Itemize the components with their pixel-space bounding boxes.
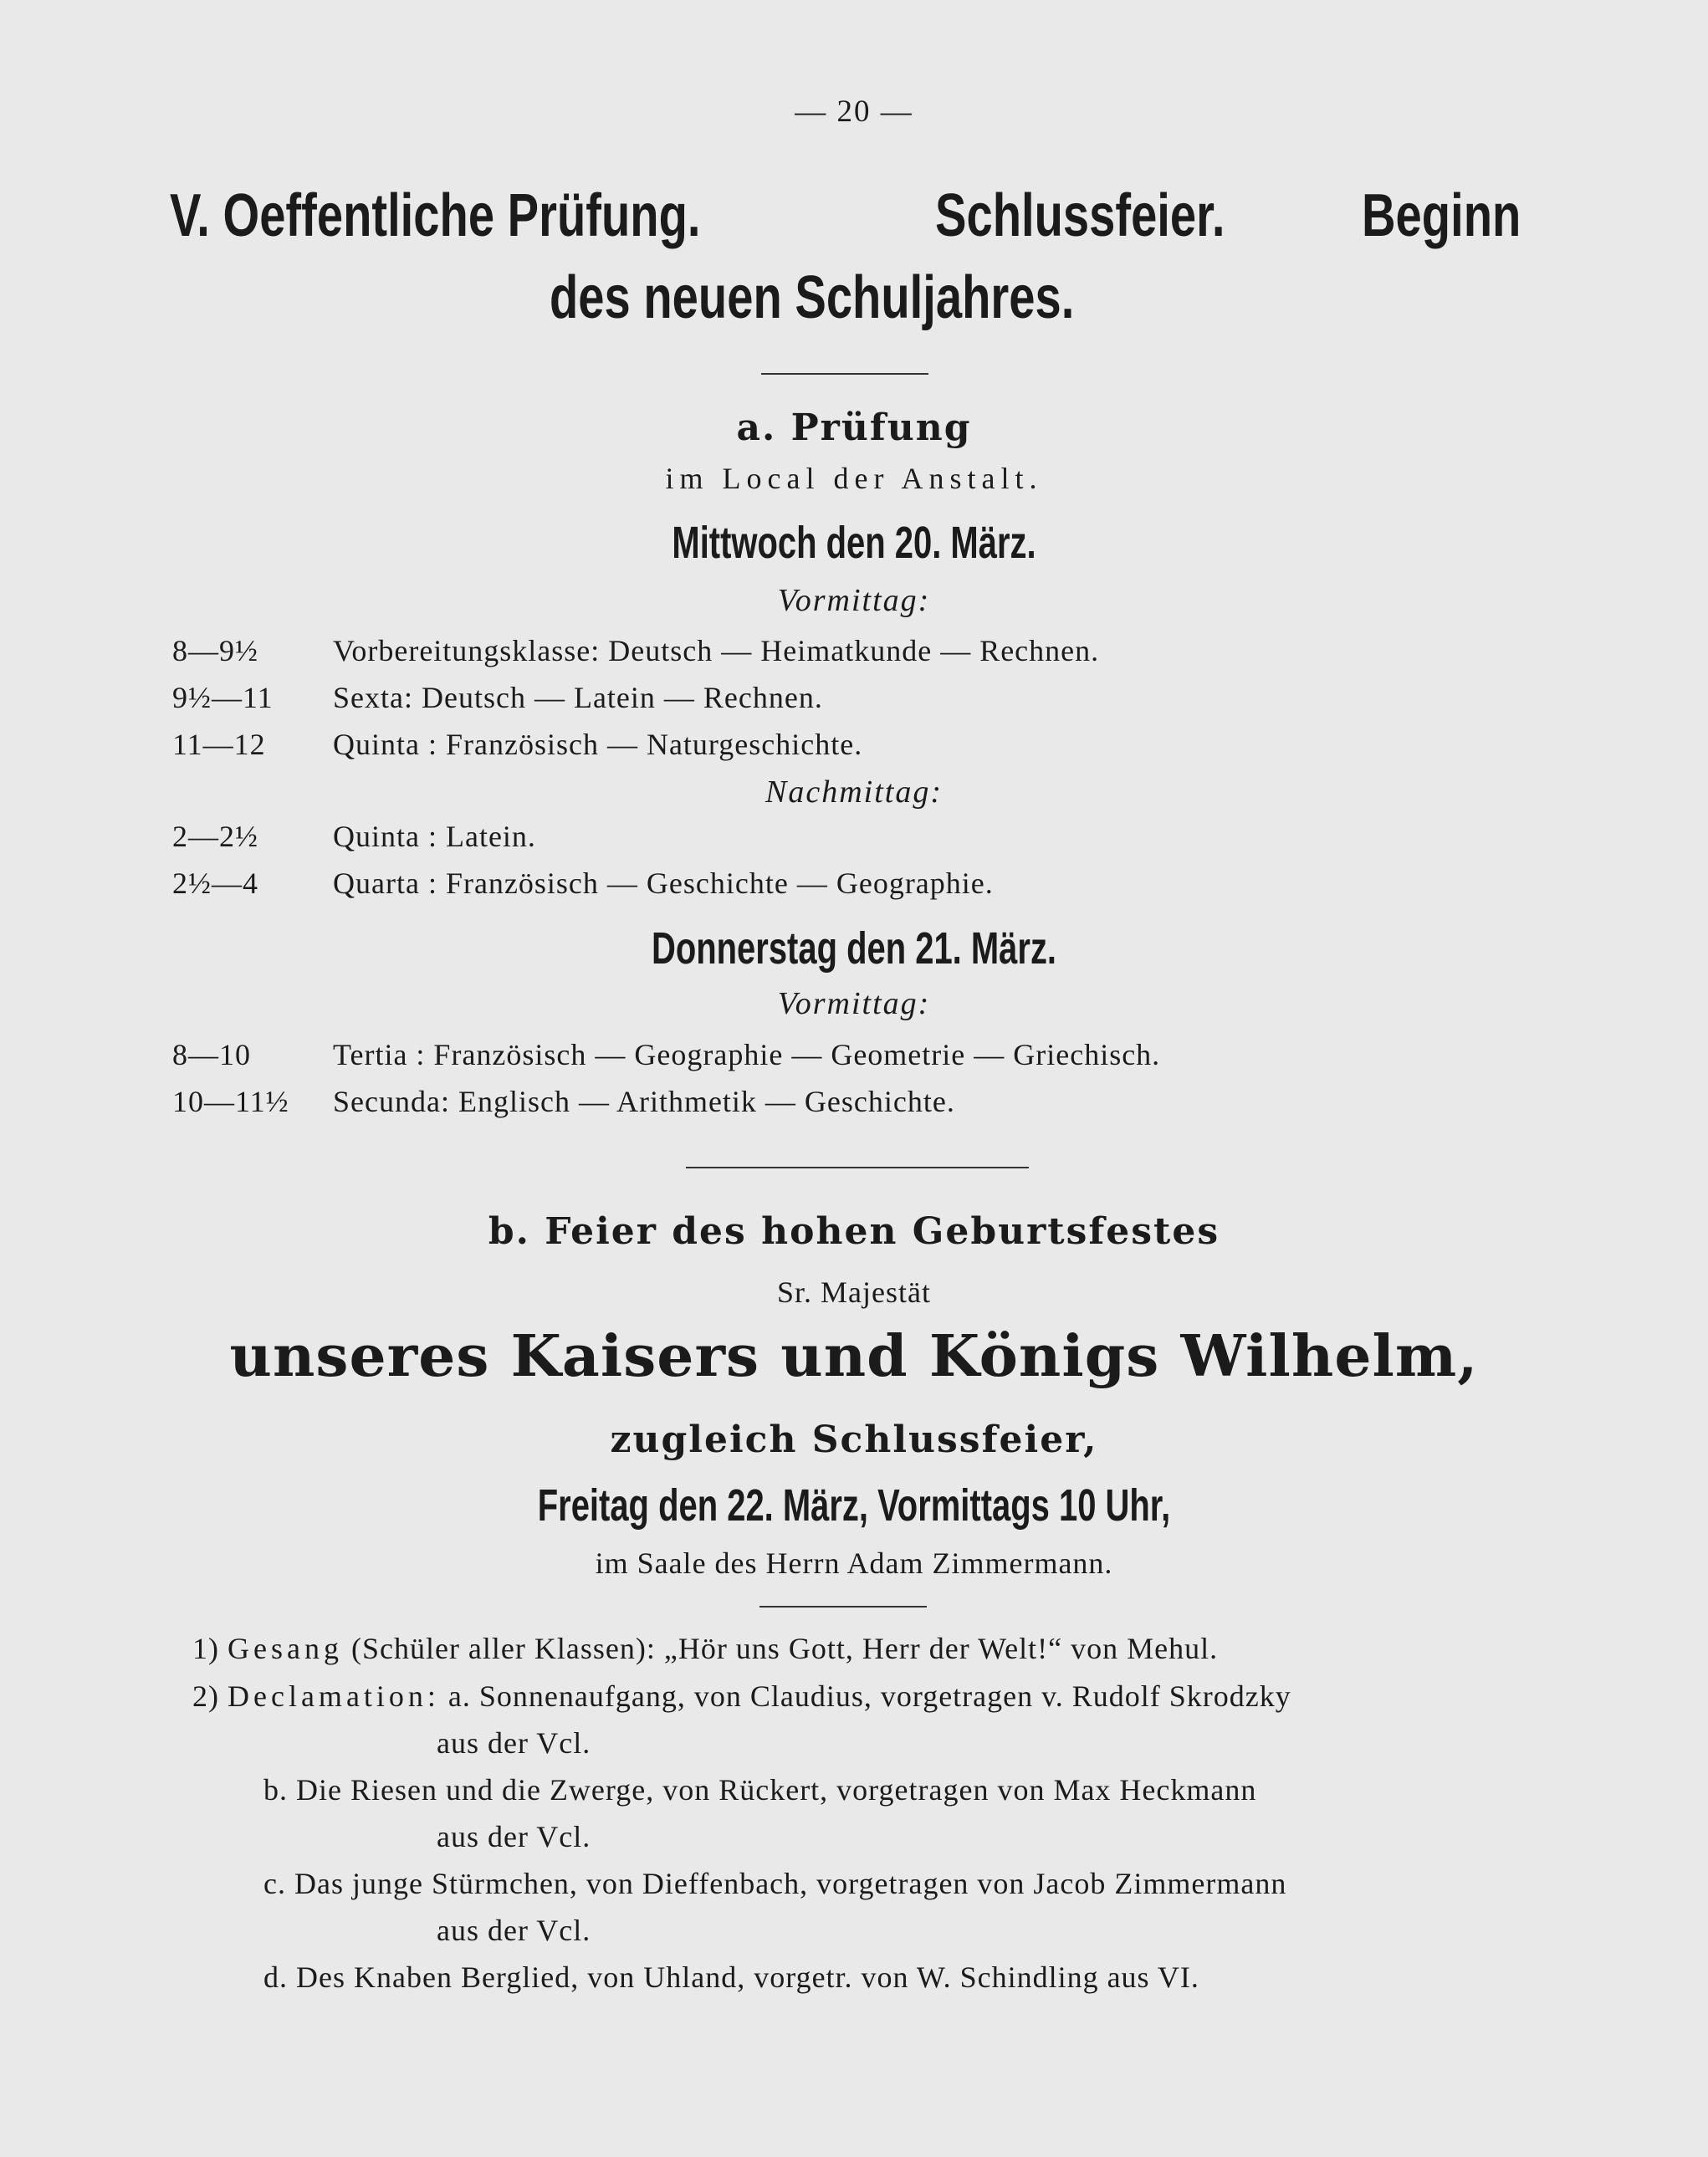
schedule-subject: Secunda: Englisch — Arithmetik — Geschichte.	[333, 1085, 955, 1118]
schedule-subject: Quarta : Französisch — Geschichte — Geographie.	[333, 866, 994, 900]
section-a-subtitle: im Local der Anstalt.	[665, 462, 1043, 495]
schedule-time: 8—10	[172, 1038, 251, 1071]
heading-part-3: Beginn	[1362, 182, 1521, 249]
section-b-line-5: Freitag den 22. März, Vormittags 10 Uhr,	[537, 1480, 1171, 1531]
section-b-line-4: zugleich Schlussfeier,	[610, 1418, 1098, 1461]
section-b-line-3: unseres Kaisers und Königs Wilhelm,	[229, 1323, 1479, 1390]
program-label: Declamation:	[228, 1679, 440, 1713]
program-item	[192, 1631, 1218, 1666]
section-b-line-6: im Saale des Herrn Adam Zimmermann.	[595, 1546, 1113, 1580]
schedule-time: 2—2½	[172, 820, 258, 853]
section-b-line-2: Sr. Majestät	[777, 1275, 931, 1309]
divider	[686, 1167, 1029, 1168]
day1-afternoon-label: Nachmittag:	[765, 774, 943, 810]
program-item: b. Die Riesen und die Zwerge, von Rückert, vorgetragen von Max Heckmann	[263, 1773, 1257, 1807]
program-item: d. Des Knaben Berglied, von Uhland, vorgetr. von W. Schindling aus VI.	[263, 1960, 1199, 1994]
program-item: c. Das junge Stürmchen, von Dieffenbach, vorgetragen von Jacob Zimmermann	[263, 1867, 1287, 1900]
program-number: 2)	[192, 1679, 219, 1713]
schedule-subject: Vorbereitungsklasse: Deutsch — Heimatkunde — Rechnen.	[333, 634, 1100, 667]
program-continuation: aus der Vcl.	[437, 1820, 591, 1853]
program-label: Gesang	[228, 1632, 343, 1665]
program-number: 1)	[192, 1632, 219, 1665]
section-a-title: a. Prüfung	[736, 406, 972, 449]
day1-morning-label: Vormittag:	[777, 583, 931, 618]
schedule-time: 10—11½	[172, 1085, 289, 1118]
program-continuation: aus der Vcl.	[437, 1914, 591, 1947]
divider	[759, 1606, 927, 1608]
program-text: (Schüler aller Klassen): „Hör uns Gott, Herr der Welt!“ von Mehul.	[350, 1632, 1219, 1665]
divider	[761, 373, 928, 375]
heading-line-2: des neuen Schuljahres.	[550, 264, 1075, 331]
schedule-subject: Tertia : Französisch — Geographie — Geometrie — Griechisch.	[333, 1038, 1161, 1071]
day2-title: Donnerstag den 21. März.	[651, 923, 1057, 974]
page-number: — 20 —	[795, 95, 913, 129]
schedule-time: 9½—11	[172, 681, 274, 714]
day2-morning-label: Vormittag:	[777, 986, 931, 1021]
schedule-time: 11—12	[172, 728, 266, 761]
schedule-subject: Quinta : Latein.	[333, 820, 536, 853]
day1-title: Mittwoch den 20. März.	[672, 518, 1036, 568]
schedule-subject: Quinta : Französisch — Naturgeschichte.	[333, 728, 863, 761]
schedule-time: 8—9½	[172, 634, 258, 667]
schedule-time: 2½—4	[172, 866, 258, 900]
heading-part-1: V. Oeffentliche Prüfung.	[170, 182, 701, 249]
program-text: a. Sonnenaufgang, von Claudius, vorgetragen v. Rudolf Skrodzky	[447, 1679, 1291, 1713]
section-b-title: b. Feier des hohen Geburtsfestes	[488, 1210, 1220, 1253]
schedule-subject: Sexta: Deutsch — Latein — Rechnen.	[333, 681, 823, 714]
program-continuation: aus der Vcl.	[437, 1726, 591, 1760]
program-item	[192, 1679, 1291, 1714]
heading-part-2: Schlussfeier.	[935, 182, 1225, 249]
